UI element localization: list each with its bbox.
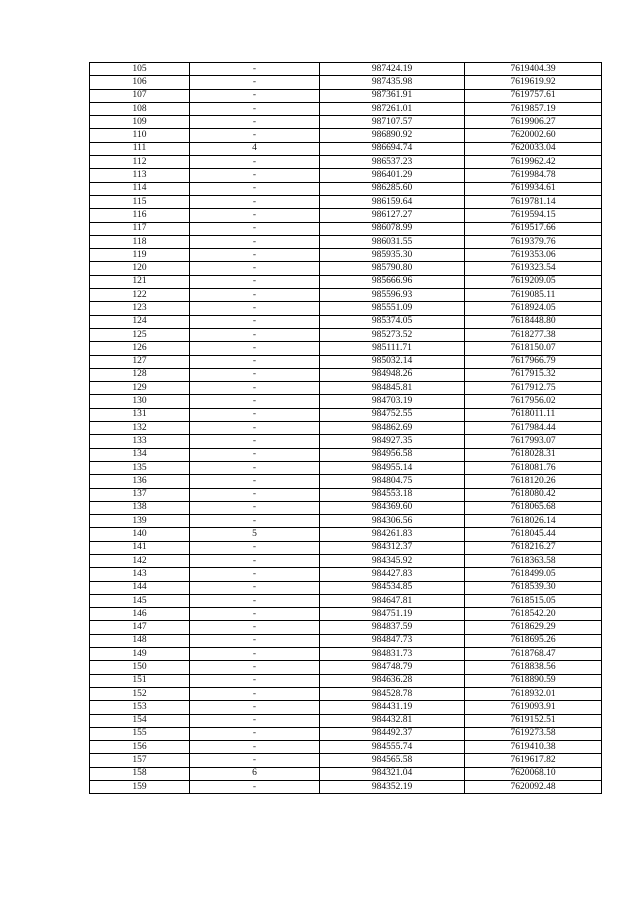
table-row xyxy=(90,129,602,142)
table-row xyxy=(90,488,602,501)
y-coordinate-cell: 7618363.58 xyxy=(465,554,602,567)
vertex-marker-cell: - xyxy=(190,63,320,76)
vertex-marker-cell: - xyxy=(190,648,320,661)
vertex-marker-cell: - xyxy=(190,262,320,275)
x-coordinate-cell: 985111.71 xyxy=(320,342,465,355)
vertex-marker-cell: - xyxy=(190,461,320,474)
x-coordinate-cell: 984534.85 xyxy=(320,581,465,594)
table-row xyxy=(90,422,602,435)
point-number-cell: 140 xyxy=(90,528,190,541)
table-row xyxy=(90,701,602,714)
table-row xyxy=(90,714,602,727)
x-coordinate-cell: 984427.83 xyxy=(320,568,465,581)
vertex-marker-cell: - xyxy=(190,594,320,607)
vertex-marker-cell: - xyxy=(190,156,320,169)
vertex-marker-cell: - xyxy=(190,554,320,567)
point-number-cell: 142 xyxy=(90,554,190,567)
y-coordinate-cell: 7618539.30 xyxy=(465,581,602,594)
x-coordinate-cell: 985935.30 xyxy=(320,249,465,262)
vertex-marker-cell: - xyxy=(190,328,320,341)
point-number-cell: 151 xyxy=(90,674,190,687)
x-coordinate-cell: 984955.14 xyxy=(320,461,465,474)
point-number-cell: 159 xyxy=(90,781,190,794)
vertex-marker-cell: - xyxy=(190,102,320,115)
y-coordinate-cell: 7618924.05 xyxy=(465,302,602,315)
y-coordinate-cell: 7620092.48 xyxy=(465,781,602,794)
x-coordinate-cell: 984703.19 xyxy=(320,395,465,408)
table-row xyxy=(90,781,602,794)
y-coordinate-cell: 7620068.10 xyxy=(465,767,602,780)
x-coordinate-cell: 984751.19 xyxy=(320,608,465,621)
x-coordinate-cell: 984345.92 xyxy=(320,554,465,567)
x-coordinate-cell: 984636.28 xyxy=(320,674,465,687)
table-row xyxy=(90,368,602,381)
point-number-cell: 127 xyxy=(90,355,190,368)
point-number-cell: 141 xyxy=(90,541,190,554)
vertex-marker-cell: - xyxy=(190,222,320,235)
vertex-marker-cell: - xyxy=(190,581,320,594)
x-coordinate-cell: 984752.55 xyxy=(320,408,465,421)
table-row xyxy=(90,541,602,554)
point-number-cell: 107 xyxy=(90,89,190,102)
y-coordinate-cell: 7619404.39 xyxy=(465,63,602,76)
point-number-cell: 136 xyxy=(90,475,190,488)
x-coordinate-cell: 985596.93 xyxy=(320,289,465,302)
point-number-cell: 128 xyxy=(90,368,190,381)
point-number-cell: 124 xyxy=(90,315,190,328)
y-coordinate-cell: 7618081.76 xyxy=(465,461,602,474)
vertex-marker-cell: - xyxy=(190,368,320,381)
vertex-marker-cell: - xyxy=(190,235,320,248)
point-number-cell: 134 xyxy=(90,448,190,461)
table-row xyxy=(90,395,602,408)
point-number-cell: 116 xyxy=(90,209,190,222)
vertex-marker-cell: - xyxy=(190,568,320,581)
point-number-cell: 147 xyxy=(90,621,190,634)
x-coordinate-cell: 984492.37 xyxy=(320,727,465,740)
y-coordinate-cell: 7619410.38 xyxy=(465,741,602,754)
point-number-cell: 157 xyxy=(90,754,190,767)
table-row xyxy=(90,355,602,368)
y-coordinate-cell: 7617993.07 xyxy=(465,435,602,448)
table-row xyxy=(90,63,602,76)
y-coordinate-cell: 7619273.58 xyxy=(465,727,602,740)
coordinates-table xyxy=(89,62,602,794)
y-coordinate-cell: 7617912.75 xyxy=(465,382,602,395)
y-coordinate-cell: 7620002.60 xyxy=(465,129,602,142)
point-number-cell: 122 xyxy=(90,289,190,302)
point-number-cell: 133 xyxy=(90,435,190,448)
vertex-marker-cell: - xyxy=(190,541,320,554)
point-number-cell: 146 xyxy=(90,608,190,621)
y-coordinate-cell: 7619857.19 xyxy=(465,102,602,115)
table-row xyxy=(90,674,602,687)
y-coordinate-cell: 7619906.27 xyxy=(465,116,602,129)
x-coordinate-cell: 984321.04 xyxy=(320,767,465,780)
vertex-marker-cell: - xyxy=(190,169,320,182)
table-row xyxy=(90,156,602,169)
table-row xyxy=(90,661,602,674)
x-coordinate-cell: 984647.81 xyxy=(320,594,465,607)
point-number-cell: 126 xyxy=(90,342,190,355)
y-coordinate-cell: 7619594.15 xyxy=(465,209,602,222)
vertex-marker-cell: - xyxy=(190,289,320,302)
point-number-cell: 112 xyxy=(90,156,190,169)
table-row xyxy=(90,528,602,541)
point-number-cell: 118 xyxy=(90,235,190,248)
y-coordinate-cell: 7617915.32 xyxy=(465,368,602,381)
y-coordinate-cell: 7618045.44 xyxy=(465,528,602,541)
x-coordinate-cell: 984847.73 xyxy=(320,634,465,647)
x-coordinate-cell: 986078.99 xyxy=(320,222,465,235)
y-coordinate-cell: 7620033.04 xyxy=(465,142,602,155)
point-number-cell: 156 xyxy=(90,741,190,754)
vertex-marker-cell: - xyxy=(190,355,320,368)
vertex-marker-cell: - xyxy=(190,116,320,129)
y-coordinate-cell: 7617956.02 xyxy=(465,395,602,408)
y-coordinate-cell: 7619984.78 xyxy=(465,169,602,182)
y-coordinate-cell: 7619209.05 xyxy=(465,275,602,288)
point-number-cell: 139 xyxy=(90,515,190,528)
y-coordinate-cell: 7618932.01 xyxy=(465,687,602,700)
y-coordinate-cell: 7619085.11 xyxy=(465,289,602,302)
vertex-marker-cell: - xyxy=(190,701,320,714)
y-coordinate-cell: 7619353.06 xyxy=(465,249,602,262)
vertex-marker-cell: - xyxy=(190,408,320,421)
x-coordinate-cell: 986890.92 xyxy=(320,129,465,142)
vertex-marker-cell: - xyxy=(190,687,320,700)
x-coordinate-cell: 985032.14 xyxy=(320,355,465,368)
y-coordinate-cell: 7618838.56 xyxy=(465,661,602,674)
point-number-cell: 144 xyxy=(90,581,190,594)
table-row xyxy=(90,235,602,248)
table-row xyxy=(90,741,602,754)
x-coordinate-cell: 985374.05 xyxy=(320,315,465,328)
vertex-marker-cell: - xyxy=(190,714,320,727)
point-number-cell: 129 xyxy=(90,382,190,395)
x-coordinate-cell: 984312.37 xyxy=(320,541,465,554)
vertex-marker-cell: - xyxy=(190,661,320,674)
table-row xyxy=(90,315,602,328)
table-row xyxy=(90,767,602,780)
table-row xyxy=(90,275,602,288)
x-coordinate-cell: 984432.81 xyxy=(320,714,465,727)
y-coordinate-cell: 7619934.61 xyxy=(465,182,602,195)
point-number-cell: 108 xyxy=(90,102,190,115)
x-coordinate-cell: 984555.74 xyxy=(320,741,465,754)
x-coordinate-cell: 984369.60 xyxy=(320,501,465,514)
y-coordinate-cell: 7618499.05 xyxy=(465,568,602,581)
table-row xyxy=(90,754,602,767)
y-coordinate-cell: 7618011.11 xyxy=(465,408,602,421)
table-row xyxy=(90,608,602,621)
table-row xyxy=(90,249,602,262)
y-coordinate-cell: 7619093.91 xyxy=(465,701,602,714)
table-row xyxy=(90,209,602,222)
y-coordinate-cell: 7618028.31 xyxy=(465,448,602,461)
y-coordinate-cell: 7618768.47 xyxy=(465,648,602,661)
point-number-cell: 119 xyxy=(90,249,190,262)
y-coordinate-cell: 7618065.68 xyxy=(465,501,602,514)
table-row xyxy=(90,342,602,355)
table-row xyxy=(90,461,602,474)
coordinates-table-body xyxy=(90,63,602,794)
table-row xyxy=(90,448,602,461)
point-number-cell: 153 xyxy=(90,701,190,714)
y-coordinate-cell: 7619962.42 xyxy=(465,156,602,169)
point-number-cell: 114 xyxy=(90,182,190,195)
table-row xyxy=(90,475,602,488)
x-coordinate-cell: 984261.83 xyxy=(320,528,465,541)
point-number-cell: 154 xyxy=(90,714,190,727)
table-row xyxy=(90,328,602,341)
x-coordinate-cell: 984845.81 xyxy=(320,382,465,395)
vertex-marker-cell: - xyxy=(190,621,320,634)
y-coordinate-cell: 7619757.61 xyxy=(465,89,602,102)
x-coordinate-cell: 986401.29 xyxy=(320,169,465,182)
x-coordinate-cell: 986694.74 xyxy=(320,142,465,155)
table-row xyxy=(90,594,602,607)
point-number-cell: 137 xyxy=(90,488,190,501)
x-coordinate-cell: 984948.26 xyxy=(320,368,465,381)
y-coordinate-cell: 7619323.54 xyxy=(465,262,602,275)
vertex-marker-cell: - xyxy=(190,249,320,262)
vertex-marker-cell: - xyxy=(190,727,320,740)
x-coordinate-cell: 984748.79 xyxy=(320,661,465,674)
y-coordinate-cell: 7618277.38 xyxy=(465,328,602,341)
x-coordinate-cell: 984831.73 xyxy=(320,648,465,661)
x-coordinate-cell: 987107.57 xyxy=(320,116,465,129)
y-coordinate-cell: 7619152.51 xyxy=(465,714,602,727)
table-row xyxy=(90,182,602,195)
point-number-cell: 120 xyxy=(90,262,190,275)
table-row xyxy=(90,142,602,155)
y-coordinate-cell: 7618026.14 xyxy=(465,515,602,528)
table-row xyxy=(90,89,602,102)
table-row xyxy=(90,262,602,275)
vertex-marker-cell: 4 xyxy=(190,142,320,155)
vertex-marker-cell: - xyxy=(190,89,320,102)
point-number-cell: 148 xyxy=(90,634,190,647)
x-coordinate-cell: 987424.19 xyxy=(320,63,465,76)
x-coordinate-cell: 984352.19 xyxy=(320,781,465,794)
table-row xyxy=(90,568,602,581)
vertex-marker-cell: - xyxy=(190,674,320,687)
y-coordinate-cell: 7618080.42 xyxy=(465,488,602,501)
point-number-cell: 131 xyxy=(90,408,190,421)
vertex-marker-cell: - xyxy=(190,395,320,408)
y-coordinate-cell: 7619781.14 xyxy=(465,195,602,208)
y-coordinate-cell: 7619379.76 xyxy=(465,235,602,248)
vertex-marker-cell: - xyxy=(190,475,320,488)
x-coordinate-cell: 987435.98 xyxy=(320,76,465,89)
x-coordinate-cell: 987261.01 xyxy=(320,102,465,115)
point-number-cell: 130 xyxy=(90,395,190,408)
table-row xyxy=(90,289,602,302)
point-number-cell: 150 xyxy=(90,661,190,674)
x-coordinate-cell: 987361.91 xyxy=(320,89,465,102)
vertex-marker-cell: - xyxy=(190,129,320,142)
point-number-cell: 113 xyxy=(90,169,190,182)
y-coordinate-cell: 7618120.26 xyxy=(465,475,602,488)
point-number-cell: 135 xyxy=(90,461,190,474)
point-number-cell: 138 xyxy=(90,501,190,514)
point-number-cell: 115 xyxy=(90,195,190,208)
vertex-marker-cell: - xyxy=(190,754,320,767)
vertex-marker-cell: - xyxy=(190,422,320,435)
y-coordinate-cell: 7619617.82 xyxy=(465,754,602,767)
table-row xyxy=(90,76,602,89)
point-number-cell: 111 xyxy=(90,142,190,155)
vertex-marker-cell: - xyxy=(190,435,320,448)
y-coordinate-cell: 7619619.92 xyxy=(465,76,602,89)
table-row xyxy=(90,648,602,661)
table-row xyxy=(90,102,602,115)
x-coordinate-cell: 984553.18 xyxy=(320,488,465,501)
vertex-marker-cell: - xyxy=(190,209,320,222)
x-coordinate-cell: 984528.78 xyxy=(320,687,465,700)
y-coordinate-cell: 7618695.26 xyxy=(465,634,602,647)
vertex-marker-cell: - xyxy=(190,781,320,794)
table-row xyxy=(90,382,602,395)
point-number-cell: 110 xyxy=(90,129,190,142)
vertex-marker-cell: - xyxy=(190,488,320,501)
point-number-cell: 158 xyxy=(90,767,190,780)
table-row xyxy=(90,621,602,634)
vertex-marker-cell: - xyxy=(190,634,320,647)
vertex-marker-cell: - xyxy=(190,315,320,328)
x-coordinate-cell: 985551.09 xyxy=(320,302,465,315)
vertex-marker-cell: - xyxy=(190,182,320,195)
vertex-marker-cell: 5 xyxy=(190,528,320,541)
vertex-marker-cell: - xyxy=(190,342,320,355)
vertex-marker-cell: - xyxy=(190,382,320,395)
x-coordinate-cell: 984565.58 xyxy=(320,754,465,767)
x-coordinate-cell: 985790.80 xyxy=(320,262,465,275)
x-coordinate-cell: 985273.52 xyxy=(320,328,465,341)
y-coordinate-cell: 7619517.66 xyxy=(465,222,602,235)
x-coordinate-cell: 985666.96 xyxy=(320,275,465,288)
x-coordinate-cell: 986537.23 xyxy=(320,156,465,169)
point-number-cell: 149 xyxy=(90,648,190,661)
point-number-cell: 105 xyxy=(90,63,190,76)
table-row xyxy=(90,515,602,528)
y-coordinate-cell: 7618515.05 xyxy=(465,594,602,607)
point-number-cell: 117 xyxy=(90,222,190,235)
point-number-cell: 106 xyxy=(90,76,190,89)
table-row xyxy=(90,501,602,514)
point-number-cell: 145 xyxy=(90,594,190,607)
table-row xyxy=(90,687,602,700)
vertex-marker-cell: - xyxy=(190,195,320,208)
y-coordinate-cell: 7618890.59 xyxy=(465,674,602,687)
vertex-marker-cell: - xyxy=(190,741,320,754)
point-number-cell: 155 xyxy=(90,727,190,740)
x-coordinate-cell: 984837.59 xyxy=(320,621,465,634)
point-number-cell: 132 xyxy=(90,422,190,435)
point-number-cell: 125 xyxy=(90,328,190,341)
y-coordinate-cell: 7618629.29 xyxy=(465,621,602,634)
x-coordinate-cell: 986285.60 xyxy=(320,182,465,195)
vertex-marker-cell: - xyxy=(190,501,320,514)
table-row xyxy=(90,169,602,182)
x-coordinate-cell: 986031.55 xyxy=(320,235,465,248)
x-coordinate-cell: 984927.35 xyxy=(320,435,465,448)
x-coordinate-cell: 986159.64 xyxy=(320,195,465,208)
point-number-cell: 123 xyxy=(90,302,190,315)
y-coordinate-cell: 7617984.44 xyxy=(465,422,602,435)
x-coordinate-cell: 984956.58 xyxy=(320,448,465,461)
point-number-cell: 109 xyxy=(90,116,190,129)
point-number-cell: 143 xyxy=(90,568,190,581)
x-coordinate-cell: 984431.19 xyxy=(320,701,465,714)
table-row xyxy=(90,195,602,208)
point-number-cell: 152 xyxy=(90,687,190,700)
x-coordinate-cell: 986127.27 xyxy=(320,209,465,222)
vertex-marker-cell: 6 xyxy=(190,767,320,780)
table-row xyxy=(90,302,602,315)
table-row xyxy=(90,554,602,567)
point-number-cell: 121 xyxy=(90,275,190,288)
table-row xyxy=(90,727,602,740)
table-row xyxy=(90,634,602,647)
table-row xyxy=(90,435,602,448)
vertex-marker-cell: - xyxy=(190,275,320,288)
table-row xyxy=(90,408,602,421)
vertex-marker-cell: - xyxy=(190,515,320,528)
vertex-marker-cell: - xyxy=(190,302,320,315)
y-coordinate-cell: 7618150.07 xyxy=(465,342,602,355)
y-coordinate-cell: 7617966.79 xyxy=(465,355,602,368)
y-coordinate-cell: 7618542.20 xyxy=(465,608,602,621)
y-coordinate-cell: 7618216.27 xyxy=(465,541,602,554)
vertex-marker-cell: - xyxy=(190,448,320,461)
y-coordinate-cell: 7618448.80 xyxy=(465,315,602,328)
table-row xyxy=(90,581,602,594)
x-coordinate-cell: 984862.69 xyxy=(320,422,465,435)
table-row xyxy=(90,222,602,235)
x-coordinate-cell: 984804.75 xyxy=(320,475,465,488)
vertex-marker-cell: - xyxy=(190,76,320,89)
x-coordinate-cell: 984306.56 xyxy=(320,515,465,528)
table-row xyxy=(90,116,602,129)
vertex-marker-cell: - xyxy=(190,608,320,621)
